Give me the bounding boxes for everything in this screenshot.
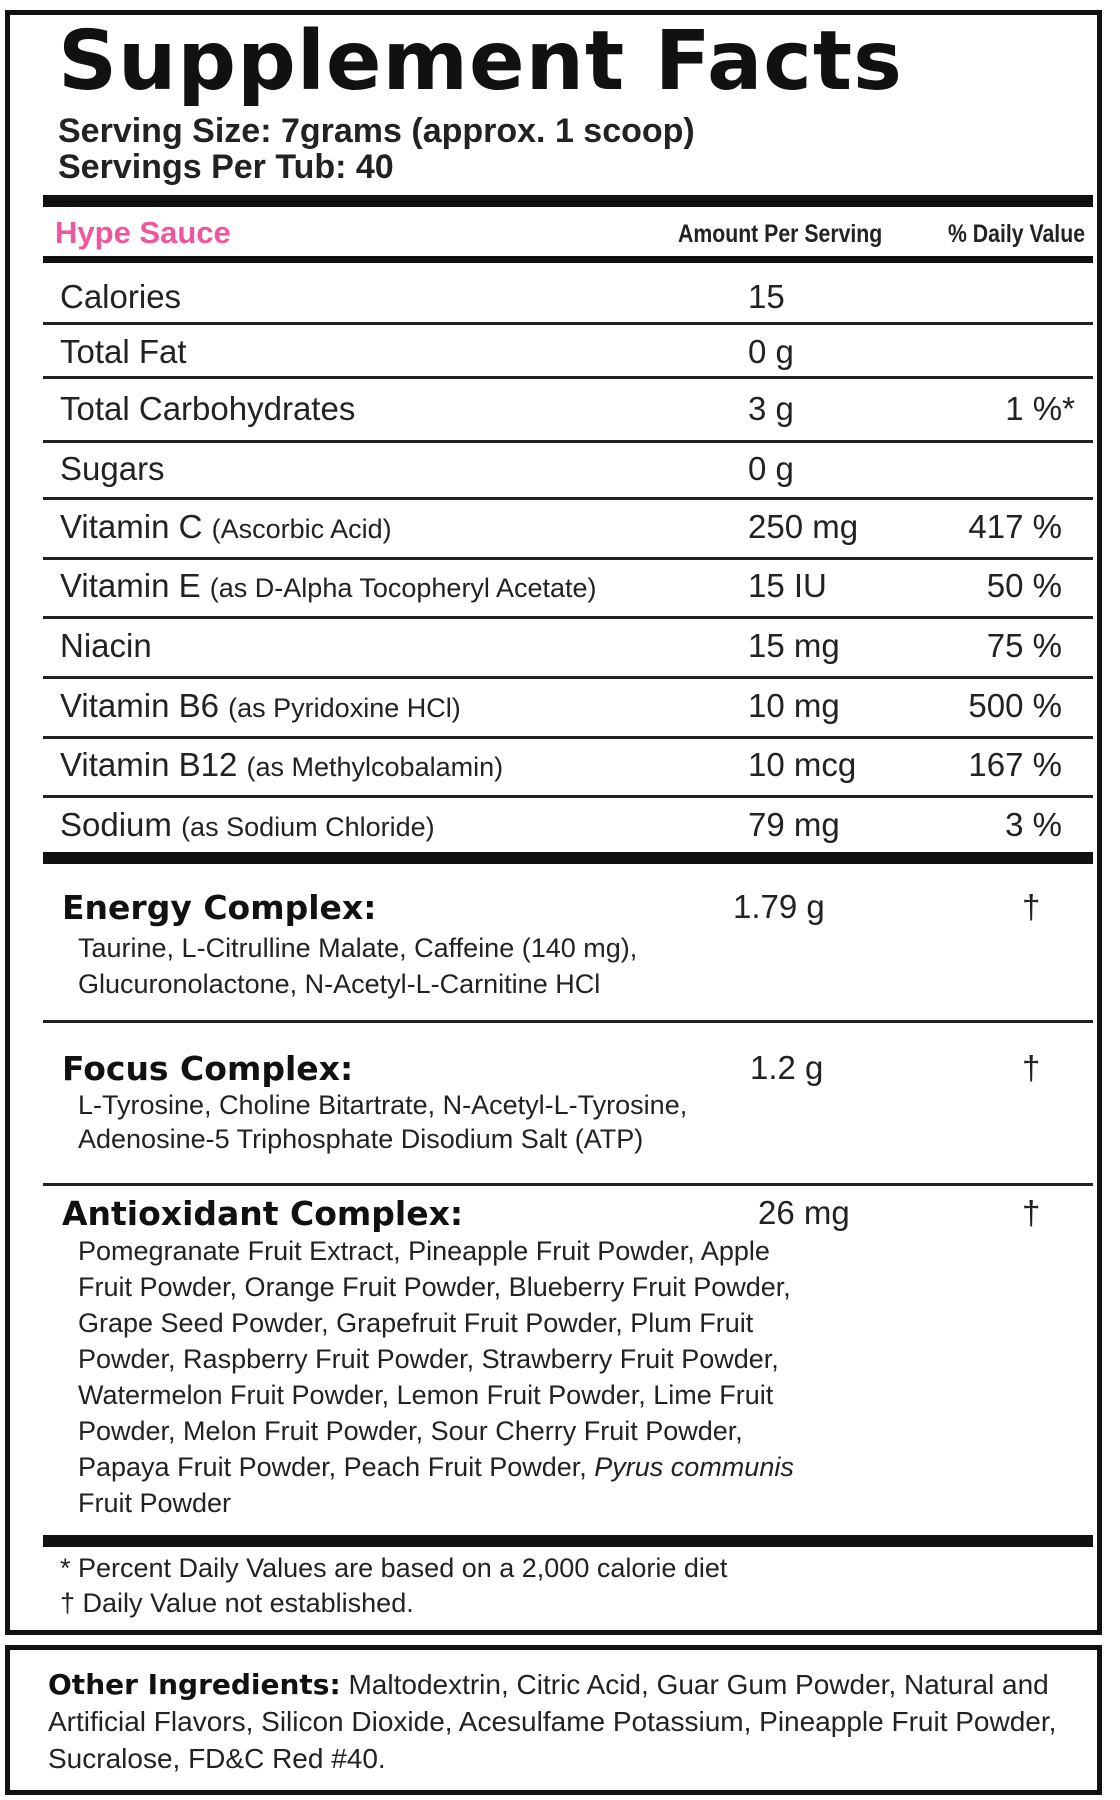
daily-value-header: % Daily Value (948, 220, 1086, 248)
nutrient-name (60, 508, 392, 546)
blend-title: Focus Complex: (62, 1049, 354, 1088)
nutrient-name (60, 450, 165, 488)
blend-title: Energy Complex: (62, 888, 377, 927)
thick-divider-bottom (43, 1535, 1093, 1547)
nutrient-name-text: Sodium (60, 806, 172, 843)
row-divider (43, 736, 1093, 739)
header-divider (43, 256, 1093, 263)
nutrient-name (60, 567, 597, 605)
nutrient-name-text: Niacin (60, 627, 152, 664)
blend-amount: 1.79 g (733, 888, 825, 925)
panel-title: Supplement Facts (58, 14, 903, 109)
nutrient-daily-value: 75 % (986, 627, 1062, 664)
blend-ingredients: Taurine, L-Citrulline Malate, Caffeine (140 mg), Glucuronolactone, N-Acetyl-L-Carnitine HCl (78, 933, 638, 999)
footnote-not-established: † Daily Value not established. (60, 1588, 414, 1618)
nutrient-name-text: Sugars (60, 450, 165, 487)
nutrient-name-text: Calories (60, 278, 182, 315)
nutrient-amount: 10 mg (748, 687, 840, 724)
nutrient-source: (as Methylcobalamin) (246, 752, 504, 782)
nutrient-name (60, 333, 187, 371)
serving-size-label: Serving Size: (58, 112, 272, 150)
nutrient-name (60, 390, 355, 428)
blend-daily-value: † (1022, 1049, 1041, 1086)
thick-divider-top (43, 195, 1093, 207)
row-divider (43, 497, 1093, 500)
nutrient-name-text: Vitamin E (60, 567, 201, 604)
row-divider (43, 440, 1093, 443)
nutrient-amount: 0 g (748, 333, 794, 370)
nutrient-amount: 15 mg (748, 627, 840, 664)
row-divider (43, 376, 1093, 379)
blend-ingredients: L-Tyrosine, Choline Bitartrate, N-Acetyl-L-Tyrosine, Adenosine-5 Triphosphate Disodium Salt (ATP) (78, 1090, 688, 1154)
blend-amount: 1.2 g (750, 1049, 824, 1086)
nutrient-amount: 3 g (748, 390, 794, 427)
row-divider (43, 322, 1093, 325)
nutrient-daily-value: 1 %* (1005, 390, 1075, 427)
nutrient-name (60, 278, 181, 316)
blend-ingredients-main: Pomegranate Fruit Extract, Pineapple Fruit Powder, Apple Fruit Powder, Orange Fruit Powder, Blueberry Fruit Powder, Grape Seed Powder, Grapefruit Fruit Powder, Plum Fruit Powder, Raspberry Fruit Powder, Strawberry Fruit Powder, Watermelon Fruit Powder, Lemon Fruit Powder, Lime Fruit Powder, Melon Fruit Powder, Sour Cherry Fruit Powder, Papaya Fruit Powder, Peach Fruit Powder, (78, 1236, 791, 1482)
nutrient-name-text: Total Carbohydrates (60, 390, 356, 427)
footnote-daily-values: * Percent Daily Values are based on a 2,000 calorie diet (60, 1553, 728, 1583)
nutrient-name-text: Vitamin B6 (60, 687, 219, 724)
nutrient-daily-value: 3 % (1005, 806, 1062, 843)
nutrient-name (60, 687, 461, 725)
thick-divider-middle (43, 852, 1093, 864)
serving-size (58, 112, 695, 151)
other-ingredients (48, 1666, 1103, 1777)
nutrient-amount: 15 IU (748, 567, 827, 604)
nutrient-daily-value: 500 % (968, 687, 1062, 724)
nutrient-amount: 10 mcg (748, 746, 857, 783)
servings-per-tub (58, 148, 394, 187)
row-divider (43, 616, 1093, 619)
serving-size-value: 7grams (approx. 1 scoop) (280, 112, 695, 150)
blend-ingredients-end: Fruit Powder (78, 1488, 232, 1518)
nutrient-name (60, 746, 503, 784)
other-ingredients-text: Maltodextrin, Citric Acid, Guar Gum Powder, Natural and Artificial Flavors, Silicon Dioxide, Acesulfame Potassium, Pineapple Fruit Powder, Sucralose, FD&C Red #40. (48, 1669, 1057, 1774)
row-divider (43, 676, 1093, 679)
nutrient-name-text: Total Fat (60, 333, 187, 370)
amount-per-serving-header: Amount Per Serving (678, 220, 883, 248)
nutrient-name (60, 627, 152, 665)
blend-ingredients-italic: Pyrus communis (594, 1452, 794, 1482)
blend-daily-value: † (1022, 1194, 1041, 1231)
product-name: Hype Sauce (55, 215, 231, 250)
nutrient-daily-value: 167 % (968, 746, 1062, 783)
nutrient-amount: 15 (748, 278, 785, 315)
other-ingredients-label: Other Ingredients: (48, 1668, 341, 1701)
servings-per-tub-label: Servings Per Tub: (58, 148, 347, 186)
nutrient-source: (as Sodium Chloride) (181, 812, 435, 842)
row-divider (43, 795, 1093, 798)
nutrient-amount: 79 mg (748, 806, 840, 843)
nutrient-amount: 250 mg (748, 508, 859, 545)
nutrient-source: (as D-Alpha Tocopheryl Acetate) (209, 573, 597, 603)
nutrient-name-text: Vitamin C (60, 508, 203, 545)
row-divider (43, 557, 1093, 560)
nutrient-name (60, 806, 435, 844)
row-divider (43, 1020, 1093, 1023)
nutrient-source: (Ascorbic Acid) (211, 514, 392, 544)
nutrient-amount: 0 g (748, 450, 794, 487)
blend-title: Antioxidant Complex: (62, 1194, 464, 1233)
blend-ingredients (78, 1233, 818, 1521)
nutrient-source: (as Pyridoxine HCl) (228, 693, 461, 723)
row-divider (43, 1183, 1093, 1186)
blend-daily-value: † (1022, 888, 1041, 925)
nutrient-daily-value: 417 % (968, 508, 1062, 545)
nutrient-name-text: Vitamin B12 (60, 746, 238, 783)
blend-amount: 26 mg (758, 1194, 850, 1231)
other-ingredients-panel (5, 1645, 1102, 1795)
servings-per-tub-value: 40 (355, 148, 394, 186)
nutrient-daily-value: 50 % (986, 567, 1062, 604)
